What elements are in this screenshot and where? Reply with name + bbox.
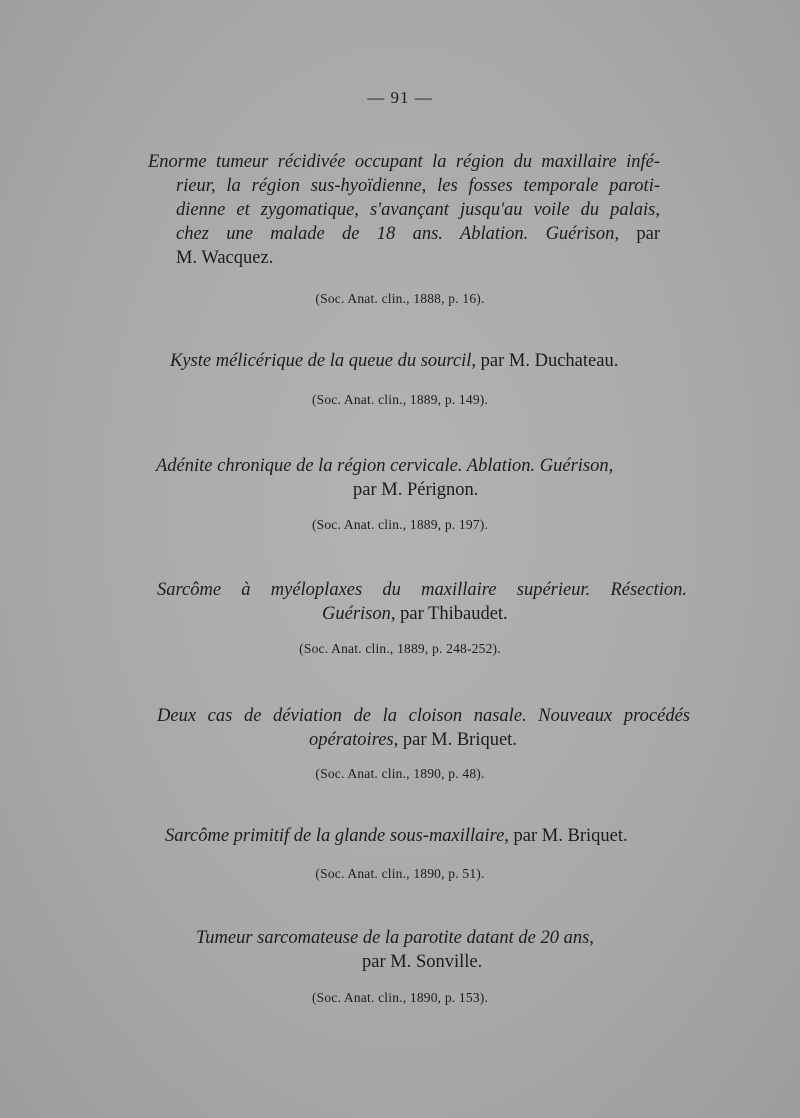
entry-citation: (Soc. Anat. clin., 1888, p. 16).: [315, 291, 485, 306]
entry-2: [170, 349, 618, 373]
entry-title-line: Enorme tumeur récidivée occupant la région du maxillaire infé-: [148, 152, 660, 172]
entry-6: [165, 824, 628, 848]
entry-title-line: [176, 222, 660, 246]
entry-title-cont: opératoires,: [309, 730, 399, 750]
entry-4: [157, 578, 687, 626]
entry-title: Sarcôme à myéloplaxes du maxillaire supérieur. Résection.: [157, 580, 687, 600]
entry-citation: (Soc. Anat. clin., 1890, p. 51).: [315, 866, 485, 881]
entry-title: Tumeur sarcomateuse de la parotite datant de 20 ans,: [196, 928, 594, 948]
entry-title: Deux cas de déviation de la cloison nasale. Nouveaux procédés: [157, 706, 690, 726]
entry-by: par M. Sonville.: [362, 952, 483, 972]
entry-by: par M. Briquet.: [402, 730, 517, 750]
entry-by: par M. Briquet.: [513, 826, 628, 846]
entry-3: [156, 454, 686, 502]
entry-5: [157, 704, 690, 752]
entry-1: [148, 150, 660, 270]
entry-title-cont: Guérison,: [322, 604, 396, 624]
entry-title-line-2: [322, 602, 687, 626]
entry-citation: (Soc. Anat. clin., 1889, p. 197).: [311, 517, 489, 532]
page-number: — 91 —: [367, 88, 433, 107]
entry-citation: (Soc. Anat. clin., 1889, p. 149).: [311, 392, 489, 407]
entry-title: Kyste mélicérique de la queue du sourcil,: [170, 351, 477, 371]
entry-title: Adénite chronique de la région cervicale. Ablation. Guérison,: [156, 456, 614, 476]
entry-by: par M. Duchateau.: [480, 351, 619, 371]
entry-title-line: rieur, la région sus-hyoïdienne, les fosses temporale paroti-: [176, 176, 660, 196]
entry-citation: (Soc. Anat. clin., 1890, p. 48).: [315, 766, 485, 781]
entry-by: par: [636, 224, 661, 244]
entry-title-line: dienne et zygomatique, s'avançant jusqu'au voile du palais,: [176, 200, 660, 220]
entry-by: par M. Pérignon.: [353, 480, 479, 500]
entry-citation: (Soc. Anat. clin., 1890, p. 153).: [311, 990, 489, 1005]
entry-title: Sarcôme primitif de la glande sous-maxillaire,: [165, 826, 509, 846]
entry-by: par Thibaudet.: [400, 604, 508, 624]
entry-citation: (Soc. Anat. clin., 1889, p. 248-252).: [299, 641, 501, 656]
entry-title-text: chez une malade de 18 ans. Ablation. Guérison,: [176, 224, 620, 244]
entry-author: M. Wacquez.: [176, 248, 274, 268]
entry-title-line-2: [309, 728, 690, 752]
entry-7: [196, 926, 656, 974]
